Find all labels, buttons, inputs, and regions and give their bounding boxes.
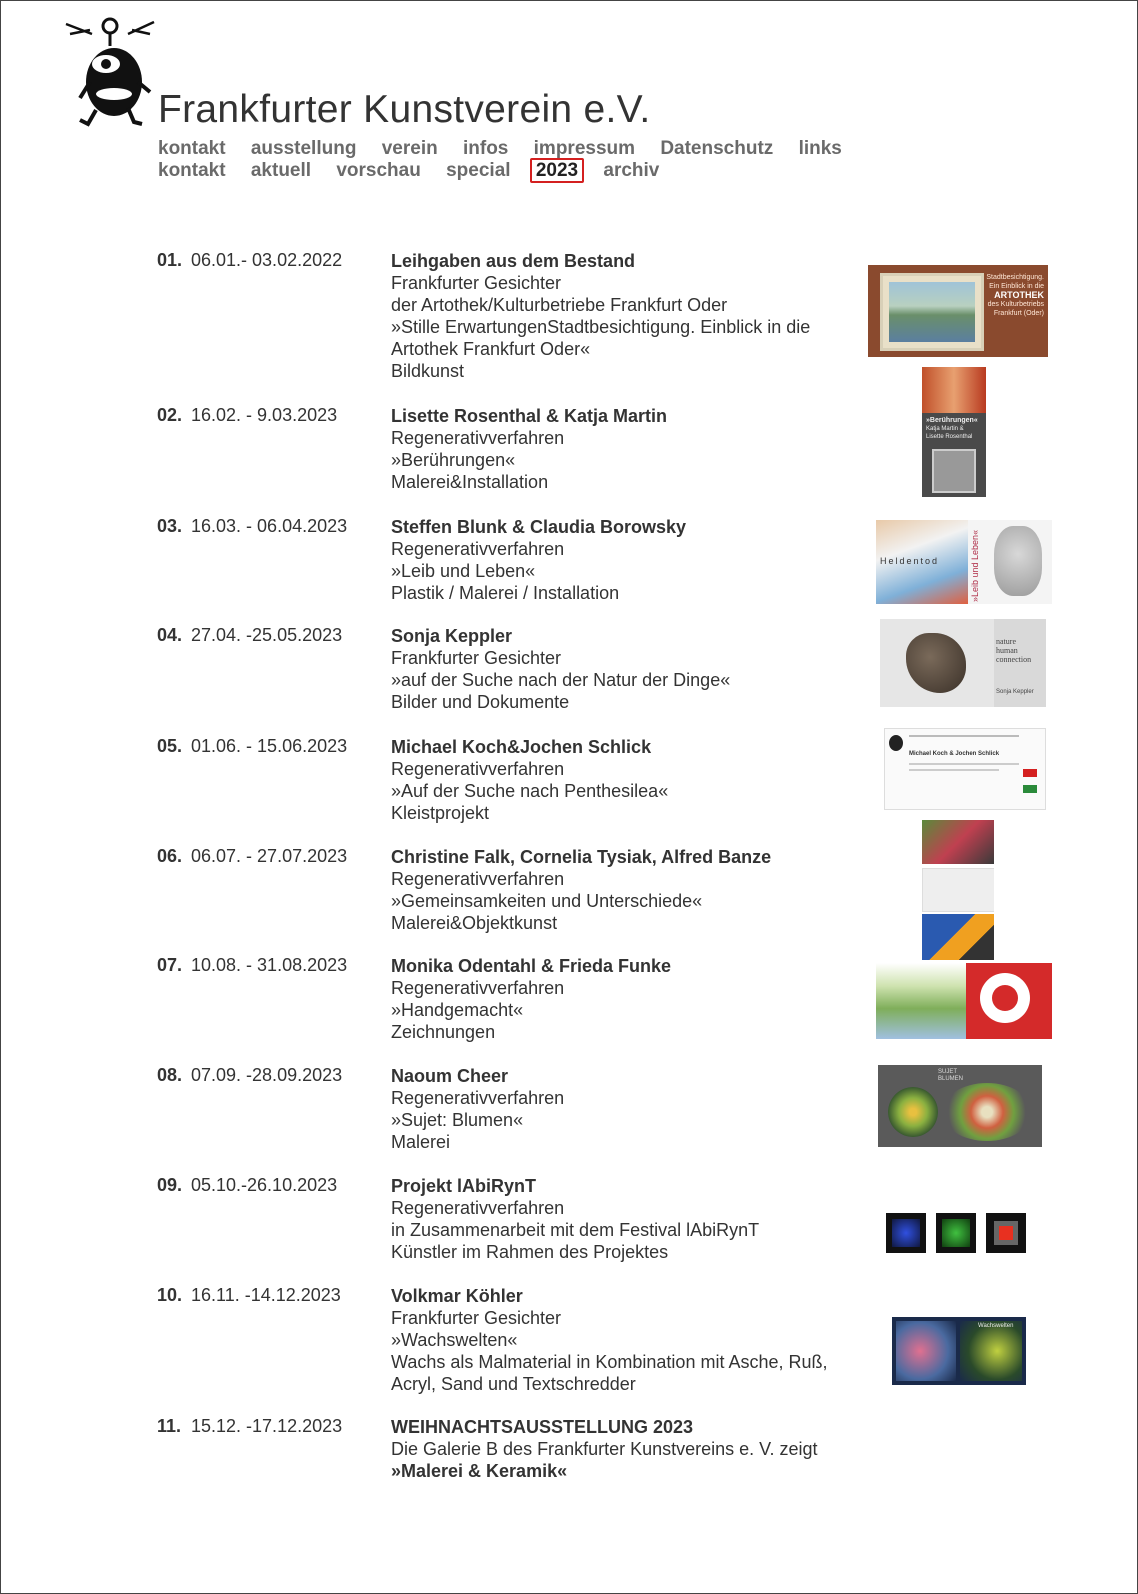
entry-line: Plastik / Malerei / Installation <box>391 583 620 603</box>
entry-line: »Stille ErwartungenStadtbesichtigung. Einblick in die Artothek Frankfurt Oder« <box>391 317 811 359</box>
primary-nav <box>158 138 862 160</box>
entry-title: Leihgaben aus dem Bestand <box>391 251 636 271</box>
entry-line: »Wachswelten« <box>391 1330 518 1350</box>
entry-thumbnail[interactable] <box>878 1065 1042 1147</box>
entry-line: Malerei&Objektkunst <box>391 913 558 933</box>
entry-info <box>391 846 831 934</box>
entry-line: Malerei <box>391 1132 451 1152</box>
subnav-aktuell[interactable]: aktuell <box>250 160 312 181</box>
entry-info <box>391 1175 831 1263</box>
entry-info <box>391 1416 831 1482</box>
entry-line: »Handgemacht« <box>391 1000 524 1020</box>
entry-number: 03. <box>157 516 183 536</box>
entry-date: 15.12. -17.12.2023 <box>191 1416 343 1436</box>
entry-title: Volkmar Köhler <box>391 1286 523 1306</box>
secondary-nav <box>158 160 679 182</box>
entry-number: 05. <box>157 736 183 756</box>
thumb-text: Lisette Rosenthal <box>926 434 973 440</box>
entry-title: Steffen Blunk & Claudia Borowsky <box>391 517 687 537</box>
entry-line: Regenerativverfahren <box>391 759 565 779</box>
thumb-text: Frankfurt (Oder) <box>993 310 1044 317</box>
entry-date: 06.01.- 03.02.2022 <box>191 250 343 270</box>
entry-date: 07.09. -28.09.2023 <box>191 1065 343 1085</box>
subnav-kontakt[interactable]: kontakt <box>158 160 226 181</box>
nav-impressum[interactable]: impressum <box>533 138 636 159</box>
entry-date: 16.11. -14.12.2023 <box>191 1285 341 1305</box>
entry-line: Wachs als Malmaterial in Kombination mit Asche, Ruß, Acryl, Sand und Textschredder <box>391 1352 828 1394</box>
entry-number: 06. <box>157 846 183 866</box>
entry-number: 10. <box>157 1285 183 1305</box>
entry-number: 04. <box>157 625 183 645</box>
thumb-text: des Kulturbetriebs <box>987 301 1044 308</box>
entry-title: Monika Odentahl & Frieda Funke <box>391 956 672 976</box>
entry-thumbnail[interactable] <box>868 265 1048 357</box>
entry-line: Regenerativverfahren <box>391 1198 565 1218</box>
entry-title: Projekt lAbiRynT <box>391 1176 537 1196</box>
thumb-text: Wachswelten <box>978 1323 1014 1329</box>
entry-thumbnail[interactable] <box>876 963 1052 1045</box>
entry-line: »Berührungen« <box>391 450 516 470</box>
entry-line: »Auf der Suche nach Penthesilea« <box>391 781 669 801</box>
thumb-text: Heldentod <box>880 556 940 566</box>
entry-info <box>391 955 831 1043</box>
entry-line: Frankfurter Gesichter <box>391 273 562 293</box>
entry-thumbnail[interactable] <box>892 1317 1026 1385</box>
entry-number: 01. <box>157 250 183 270</box>
entry-line: Bildkunst <box>391 361 465 381</box>
logo-mascot[interactable] <box>62 12 158 130</box>
entry-info <box>391 250 831 382</box>
thumb-text: human <box>996 646 1018 655</box>
entry-line: in Zusammenarbeit mit dem Festival lAbiRynT <box>391 1220 760 1240</box>
entry-thumbnail[interactable] <box>884 728 1046 810</box>
entry-date: 16.02. - 9.03.2023 <box>191 405 338 425</box>
entry-date: 10.08. - 31.08.2023 <box>191 955 348 975</box>
thumb-text: nature <box>996 637 1016 646</box>
entry-thumbnail[interactable] <box>922 820 994 960</box>
entry-title: Christine Falk, Cornelia Tysiak, Alfred Banze <box>391 847 772 867</box>
entry-line: der Artothek/Kulturbetriebe Frankfurt Oder <box>391 295 728 315</box>
subnav-2023[interactable]: 2023 <box>530 158 584 183</box>
entry-title: Sonja Keppler <box>391 626 513 646</box>
thumb-text: Stadtbesichtigung. <box>986 274 1044 281</box>
entry-date: 05.10.-26.10.2023 <box>191 1175 338 1195</box>
subnav-special[interactable]: special <box>446 160 511 181</box>
site-title: Frankfurter Kunstverein e.V. <box>158 88 651 131</box>
thumb-text: ARTOTHEK <box>994 290 1044 300</box>
entry-date: 16.03. - 06.04.2023 <box>191 516 348 536</box>
nav-links[interactable]: links <box>798 138 842 159</box>
nav-ausstellung[interactable]: ausstellung <box>250 138 357 159</box>
entry-title: WEIHNACHTSAUSSTELLUNG 2023 <box>391 1417 694 1437</box>
entry-line: »Sujet: Blumen« <box>391 1110 524 1130</box>
entry-number: 08. <box>157 1065 183 1085</box>
entry-date: 27.04. -25.05.2023 <box>191 625 343 645</box>
thumb-text: »Leib und Leben« <box>970 529 980 602</box>
entry-line: Regenerativverfahren <box>391 1088 565 1108</box>
entry-line: Regenerativverfahren <box>391 428 565 448</box>
entry-line: Künstler im Rahmen des Projektes <box>391 1242 669 1262</box>
nav-kontakt[interactable]: kontakt <box>158 138 226 159</box>
entry-line: »Gemeinsamkeiten und Unterschiede« <box>391 891 703 911</box>
thumb-text: Katja Martin & <box>926 426 964 432</box>
entry-title: Michael Koch&Jochen Schlick <box>391 737 652 757</box>
thumb-text: Ein Einblick in die <box>989 283 1044 290</box>
entry-info <box>391 1065 831 1153</box>
entry-line: »Leib und Leben« <box>391 561 536 581</box>
thumb-text: Michael Koch & Jochen Schlick <box>909 751 1000 757</box>
entry-line: Frankfurter Gesichter <box>391 1308 562 1328</box>
entry-number: 02. <box>157 405 183 425</box>
entry-info <box>391 1285 831 1395</box>
nav-verein[interactable]: verein <box>381 138 438 159</box>
entry-date: 01.06. - 15.06.2023 <box>191 736 348 756</box>
nav-datenschutz[interactable]: Datenschutz <box>660 138 774 159</box>
entry-line: Zeichnungen <box>391 1022 496 1042</box>
entry-date: 06.07. - 27.07.2023 <box>191 846 348 866</box>
entry-line: Frankfurter Gesichter <box>391 648 562 668</box>
entry-thumbnail[interactable] <box>986 1213 1026 1253</box>
entry-line: Malerei&Installation <box>391 472 549 492</box>
entry-thumbnail[interactable] <box>936 1213 976 1253</box>
entry-thumbnail[interactable] <box>876 520 1052 604</box>
entry-number: 11. <box>157 1416 182 1436</box>
nav-infos[interactable]: infos <box>462 138 509 159</box>
entry-line: Regenerativverfahren <box>391 869 565 889</box>
entry-info <box>391 516 831 604</box>
entry-number: 07. <box>157 955 183 975</box>
entry-thumbnail[interactable] <box>922 367 986 497</box>
entry-line: Bilder und Dokumente <box>391 692 570 712</box>
entry-info <box>391 625 831 713</box>
entry-line: »Malerei & Keramik« <box>391 1461 568 1481</box>
thumb-text: connection <box>996 655 1032 664</box>
entry-title: Lisette Rosenthal & Katja Martin <box>391 406 668 426</box>
entry-line: Kleistprojekt <box>391 803 490 823</box>
entry-line: »auf der Suche nach der Natur der Dinge« <box>391 670 731 690</box>
entry-info <box>391 736 831 824</box>
entry-line: Regenerativverfahren <box>391 539 565 559</box>
thumb-text: »Berührungen« <box>926 417 978 424</box>
thumb-text: BLUMEN <box>938 1076 964 1082</box>
subnav-archiv[interactable]: archiv <box>603 160 660 181</box>
entry-title: Naoum Cheer <box>391 1066 509 1086</box>
thumb-text: SUJET <box>938 1069 958 1075</box>
entry-info <box>391 405 831 493</box>
subnav-vorschau[interactable]: vorschau <box>336 160 421 181</box>
entry-thumbnail[interactable] <box>880 619 1046 707</box>
entry-line: Die Galerie B des Frankfurter Kunstvereins e. V. zeigt <box>391 1439 818 1459</box>
painting-image <box>880 273 984 351</box>
entry-number: 09. <box>157 1175 183 1195</box>
entry-line: Regenerativverfahren <box>391 978 565 998</box>
thumb-text: Sonja Keppler <box>996 689 1034 695</box>
entry-thumbnail[interactable] <box>886 1213 926 1253</box>
